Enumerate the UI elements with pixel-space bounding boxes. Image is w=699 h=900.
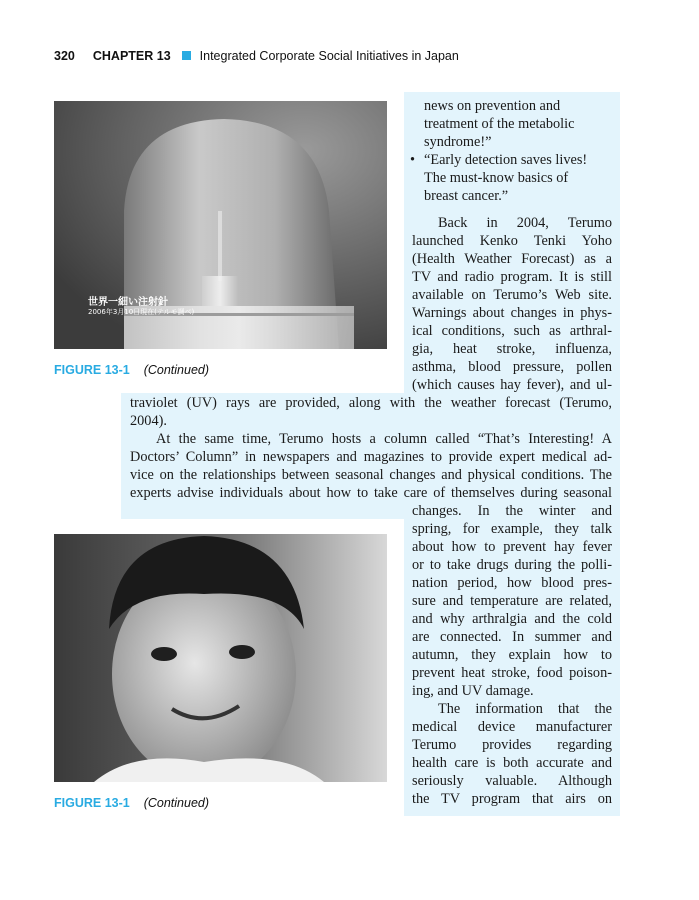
photo-overlay-title: 世界一細い注射針: [88, 297, 168, 308]
text-line: Warnings about changes in phys-: [412, 305, 612, 321]
figure-caption-bottom: [54, 796, 209, 810]
text-line: vice on the relationships between seasonal changes and physical conditions. The: [130, 467, 612, 483]
paragraph-2-narrow: [412, 502, 612, 808]
figure-photo-child: [54, 534, 387, 782]
text-line: about how to prevent hay fever: [412, 539, 612, 555]
text-line: treatment of the metabolic: [424, 116, 575, 132]
text-line: TV and radio program. It is still: [412, 269, 612, 285]
text-line: nation period, how blood pres-: [412, 575, 612, 591]
text-line: seriously valuable. Although: [412, 773, 612, 789]
text-line: available on Terumo’s Web site.: [412, 287, 612, 303]
text-line: changes. In the winter and: [412, 503, 612, 519]
figure-label: FIGURE 13-1: [54, 363, 130, 377]
text-line: news on prevention and: [424, 98, 561, 114]
figure-caption-top: [54, 363, 209, 377]
text-line: The must-know basics of: [424, 170, 569, 186]
text-line: or to take drugs during the polli-: [412, 557, 612, 573]
text-line: the TV program that airs on: [412, 791, 612, 807]
paragraph-1-narrow: [412, 214, 612, 394]
text-line: experts advise individuals about how to take care of themselves during seasonal: [130, 485, 612, 501]
chapter-title: Integrated Corporate Social Initiatives in Japan: [199, 49, 459, 63]
text-line: ical conditions, such as arthral-: [412, 323, 612, 339]
text-line: breast cancer.”: [424, 188, 509, 204]
text-line: 2004).: [130, 413, 167, 429]
text-line: ing, and UV damage.: [412, 683, 534, 699]
figure-label: FIGURE 13-1: [54, 796, 130, 810]
figure-caption-text: (Continued): [143, 363, 210, 377]
text-line: prevent heat stroke, food poison-: [412, 665, 612, 681]
text-line: “Early detection saves lives!: [424, 152, 588, 168]
photo-overlay-subtitle: 2006年3月10日現在(テルモ調べ): [88, 308, 195, 316]
text-line: spring, for example, they talk: [412, 521, 612, 537]
text-line: The information that the: [438, 701, 612, 717]
text-line: autumn, they explain how to: [412, 647, 612, 663]
paragraph-wide: [130, 394, 612, 502]
text-line: (which causes hay fever), and ul-: [412, 377, 612, 393]
figure-caption-text: (Continued): [143, 796, 210, 810]
text-line: At the same time, Terumo hosts a column called “That’s Interesting! A: [156, 431, 612, 447]
text-line: are connected. In summer and: [412, 629, 612, 645]
text-line: syndrome!”: [424, 134, 492, 150]
bullet-dot: •: [410, 152, 416, 168]
text-line: sure and temperature are related,: [412, 593, 612, 609]
bullet-item-continued: [424, 97, 604, 151]
text-line: Back in 2004, Terumo: [438, 215, 612, 231]
page-number: 320: [54, 49, 75, 63]
text-line: medical device manufacturer: [412, 719, 612, 735]
chapter-label: CHAPTER 13: [92, 49, 171, 63]
child-photo-image: [54, 534, 387, 782]
text-line: Terumo provides regarding: [412, 737, 612, 753]
text-line: gia, heat stroke, influenza,: [412, 341, 612, 357]
square-bullet-icon: [182, 51, 191, 60]
text-line: traviolet (UV) rays are provided, along with the weather forecast (Terumo,: [130, 395, 612, 411]
text-line: and why arthralgia and the cold: [412, 611, 612, 627]
text-line: launched Kenko Tenki Yoho: [412, 233, 612, 249]
text-line: Doctors’ Column” in newspapers and magazines to provide expert medical ad-: [130, 449, 612, 465]
bullet-item: [424, 151, 614, 205]
text-line: health care is both accurate and: [412, 755, 612, 771]
figure-photo-needle: [54, 101, 387, 349]
running-header: [54, 49, 459, 65]
text-line: asthma, blood pressure, pollen: [412, 359, 612, 375]
text-line: (Health Weather Forecast) as a: [412, 251, 612, 267]
